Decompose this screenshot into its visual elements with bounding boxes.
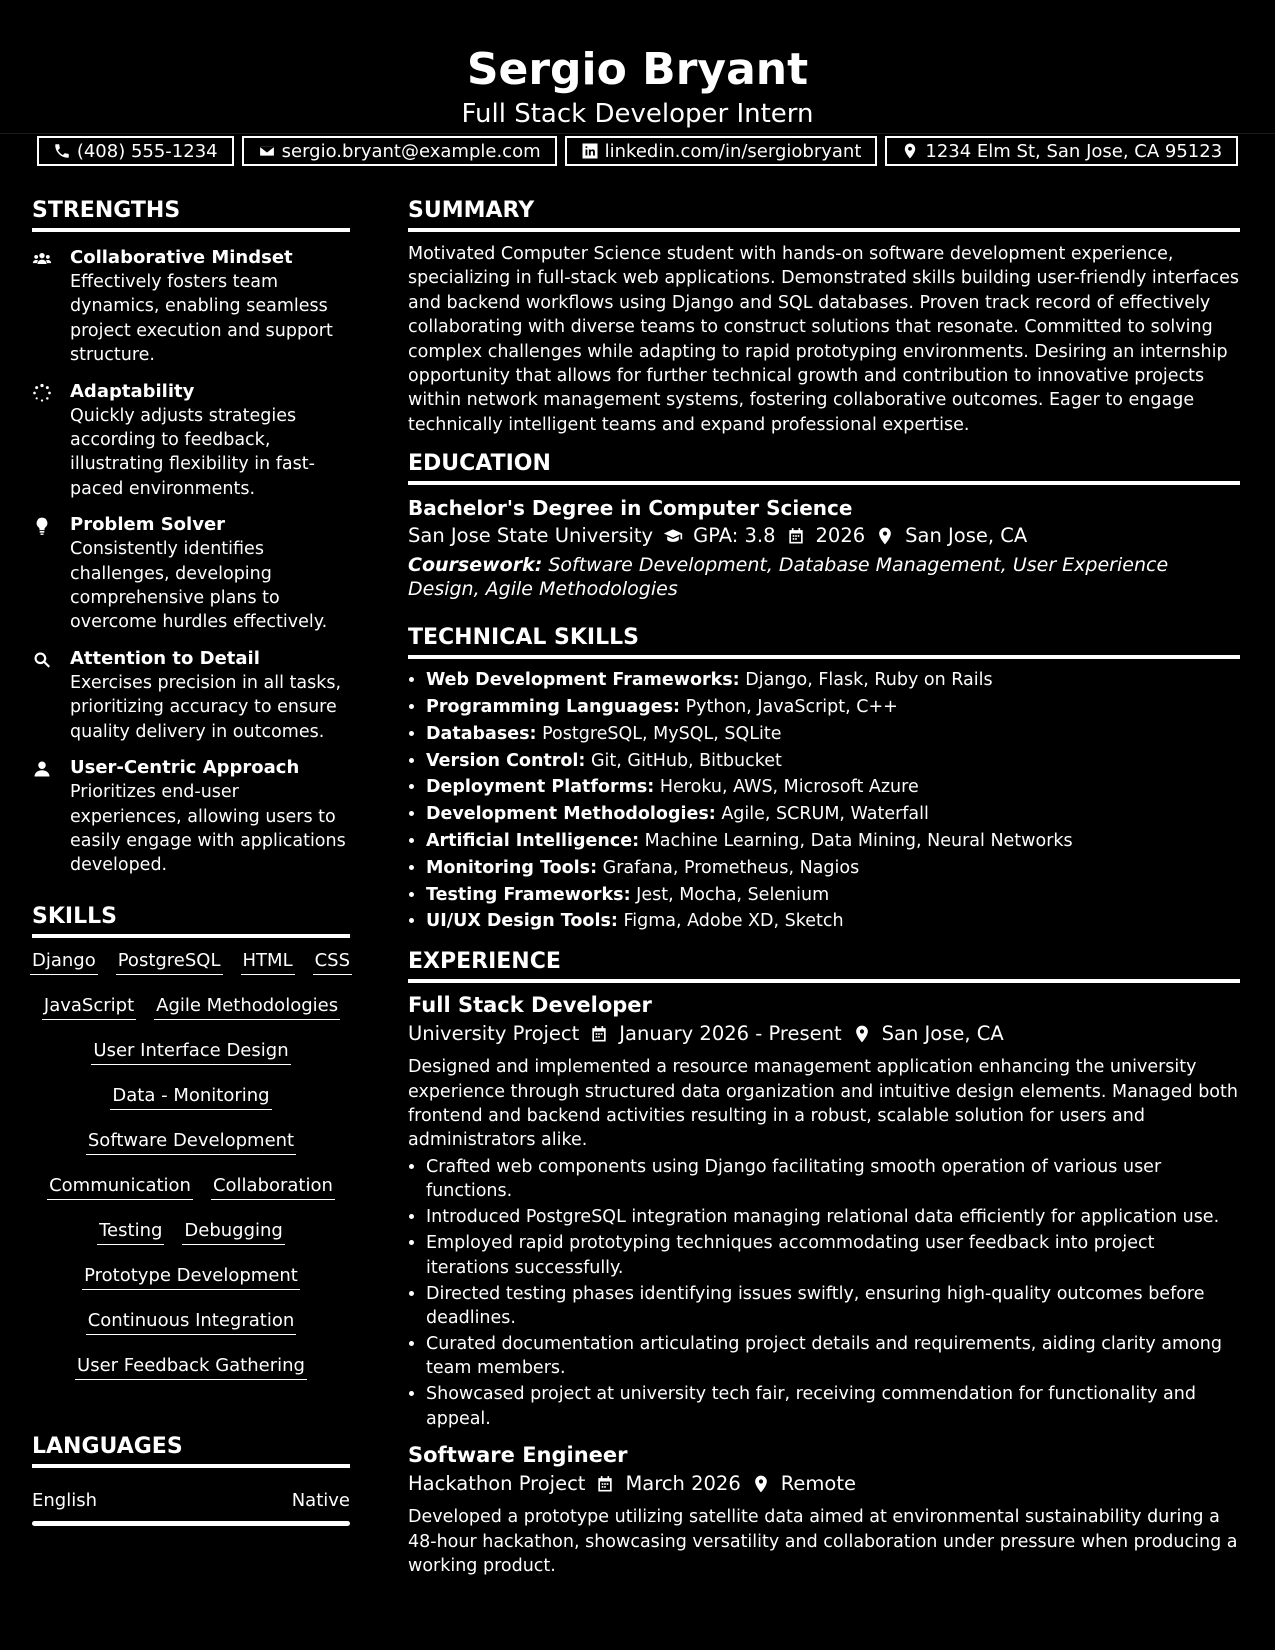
job-title: Software Engineer <box>408 1443 628 1468</box>
language-proficiency-bar <box>32 1521 350 1526</box>
job-description: Designed and implemented a resource management application enhancing the university experience through structured data organization and intuitive design elements. Managed both frontend and backend activities resulting in a robust, scalable solution for users and administrators alike. <box>408 1057 1238 1151</box>
job-org: Hackathon Project <box>408 1472 586 1496</box>
job-bullets <box>408 1155 1240 1431</box>
list-item <box>426 882 1240 909</box>
tech-skill-value: Git, GitHub, Bitbucket <box>591 750 782 771</box>
user-icon <box>32 759 52 779</box>
strength-title: Adaptability <box>70 380 195 402</box>
skill-tag: Communication <box>47 1173 193 1200</box>
spinner-icon <box>32 383 52 403</box>
skill-tag: Debugging <box>182 1218 284 1245</box>
envelope-icon <box>258 142 276 160</box>
contact-phone-text: (408) 555-1234 <box>76 140 218 162</box>
list-item: • Employed rapid prototyping techniques accommodating user feedback into project iterations successfully. <box>426 1231 1240 1280</box>
strengths-title: STRENGTHS <box>32 196 350 232</box>
skills-cloud <box>32 948 350 1398</box>
technical-skills-title: TECHNICAL SKILLS <box>408 623 1240 659</box>
tech-skill-value: Agile, SCRUM, Waterfall <box>721 804 929 825</box>
tech-skill-value: PostgreSQL, MySQL, SQLite <box>542 723 782 744</box>
list-item: • Showcased project at university tech fair, receiving commendation for functionality and appeal. <box>426 1382 1240 1431</box>
education-title: EDUCATION <box>408 449 1240 485</box>
contact-bar <box>0 136 1275 166</box>
skill-tag: Software Development <box>86 1128 296 1155</box>
list-item: • Introduced PostgreSQL integration managing relational data efficiently for application use. <box>426 1205 1240 1229</box>
list-item: • Curated documentation articulating project details and requirements, aiding clarity among team members. <box>426 1332 1240 1381</box>
summary-text: Motivated Computer Science student with hands-on software development experience, specializing in full-stack web applications. Demonstrated skills building user-friendly interfaces and backend workflows using Django and SQL databases. Proven track record of effectively collaborating with diverse teams to construct solutions that resonate. Committed to solving complex challenges while adapting to rapid prototyping environments. Desiring an internship opportunity that allows for further technical growth and contribution to innovative projects within network management systems, fostering collaborative outcomes. Eager to engage technically intelligent teams and expand professional expertise. <box>408 244 1240 435</box>
job-meta <box>408 1469 1240 1499</box>
left-column <box>32 196 350 1526</box>
list-item <box>426 774 1240 801</box>
language-name: English <box>32 1489 97 1511</box>
calendar-icon <box>589 1024 609 1044</box>
map-pin-icon <box>901 142 919 160</box>
list-item <box>426 694 1240 721</box>
experience-title: EXPERIENCE <box>408 947 1240 983</box>
search-icon <box>32 650 52 670</box>
tech-skill-label: Deployment Platforms: <box>426 777 655 798</box>
contact-address[interactable] <box>885 136 1238 166</box>
job-meta <box>408 1019 1240 1049</box>
users-icon <box>32 249 52 269</box>
job-date: January 2026 - Present <box>619 1022 842 1046</box>
job-location: San Jose, CA <box>881 1022 1004 1046</box>
list-item <box>426 801 1240 828</box>
contact-linkedin-text: linkedin.com/in/sergiobryant <box>604 140 862 162</box>
skills-title: SKILLS <box>32 902 350 938</box>
skill-tag: Prototype Development <box>82 1263 300 1290</box>
tech-skill-label: Version Control: <box>426 750 586 771</box>
job-title: Full Stack Developer <box>408 993 652 1018</box>
skill-tag: Collaboration <box>211 1173 335 1200</box>
strength-item <box>32 380 350 502</box>
phone-icon <box>53 142 71 160</box>
map-pin-icon <box>875 526 895 546</box>
contact-email[interactable] <box>242 136 557 166</box>
contact-email-text: sergio.bryant@example.com <box>281 140 541 162</box>
right-column <box>408 196 1240 1579</box>
skill-tag: CSS <box>313 948 352 975</box>
skill-tag: Data - Monitoring <box>110 1083 271 1110</box>
list-item <box>426 721 1240 748</box>
tech-skill-label: Web Development Frameworks: <box>426 670 740 691</box>
calendar-icon <box>595 1474 615 1494</box>
job-org: University Project <box>408 1022 580 1046</box>
list-item <box>426 748 1240 775</box>
strength-desc: Exercises precision in all tasks, prioritizing accuracy to ensure quality delivery in outcomes. <box>70 672 342 742</box>
list-item <box>426 908 1240 935</box>
skill-tag: JavaScript <box>42 993 136 1020</box>
lightbulb-icon <box>32 516 52 536</box>
calendar-icon <box>786 526 806 546</box>
skill-tag: User Interface Design <box>91 1038 290 1065</box>
tech-skill-label: Testing Frameworks: <box>426 884 631 905</box>
school-name: San Jose State University <box>408 524 654 548</box>
education-location: San Jose, CA <box>905 524 1028 548</box>
coursework-label: Coursework: <box>408 554 543 577</box>
list-item: • Directed testing phases identifying issues swiftly, ensuring high-quality outcomes before deadlines. <box>426 1282 1240 1331</box>
map-pin-icon <box>852 1024 872 1044</box>
tech-skill-value: Machine Learning, Data Mining, Neural Networks <box>644 831 1073 852</box>
tech-skill-value: Django, Flask, Ruby on Rails <box>745 670 993 691</box>
summary-title: SUMMARY <box>408 196 1240 232</box>
coursework-list: Software Development, Database Management, User Experience Design, Agile Methodologies <box>408 554 1169 601</box>
coursework <box>408 553 1240 601</box>
candidate-name: Sergio Bryant <box>466 44 809 95</box>
contact-phone[interactable] <box>37 136 234 166</box>
tech-skill-value: Grafana, Prometheus, Nagios <box>602 857 860 878</box>
skill-tag: PostgreSQL <box>116 948 223 975</box>
strength-desc: Effectively fosters team dynamics, enabling seamless project execution and support structure. <box>70 272 333 366</box>
tech-skill-label: Development Methodologies: <box>426 804 716 825</box>
skill-tag: Django <box>30 948 98 975</box>
job-date: March 2026 <box>625 1472 741 1496</box>
tech-skill-value: Figma, Adobe XD, Sketch <box>623 911 844 932</box>
strength-title: Attention to Detail <box>70 647 260 669</box>
candidate-role: Full Stack Developer Intern <box>461 99 814 129</box>
skill-tag: HTML <box>241 948 295 975</box>
tech-skill-value: Heroku, AWS, Microsoft Azure <box>659 777 919 798</box>
technical-skills-list <box>408 667 1240 935</box>
linkedin-icon <box>581 142 599 160</box>
strength-desc: Consistently identifies challenges, developing comprehensive plans to overcome hurdles effectively. <box>70 539 328 633</box>
skill-tag: User Feedback Gathering <box>75 1353 307 1380</box>
map-pin-icon <box>751 1474 771 1494</box>
list-item <box>426 855 1240 882</box>
tech-skill-value: Python, JavaScript, C++ <box>685 697 898 718</box>
skill-tag: Agile Methodologies <box>154 993 340 1020</box>
list-item <box>426 828 1240 855</box>
graduation-cap-icon <box>663 526 683 546</box>
tech-skill-label: Artificial Intelligence: <box>426 831 640 852</box>
skill-tag: Continuous Integration <box>86 1308 297 1335</box>
tech-skill-label: UI/UX Design Tools: <box>426 911 618 932</box>
contact-address-text: 1234 Elm St, San Jose, CA 95123 <box>925 140 1223 162</box>
list-item: • Crafted web components using Django facilitating smooth operation of various user functions. <box>426 1155 1240 1204</box>
strength-title: User-Centric Approach <box>70 757 300 779</box>
tech-skill-value: Jest, Mocha, Selenium <box>636 884 830 905</box>
strength-title: Collaborative Mindset <box>70 247 293 268</box>
contact-linkedin[interactable] <box>565 136 878 166</box>
languages-title: LANGUAGES <box>32 1432 350 1468</box>
strength-item <box>32 513 350 635</box>
tech-skill-label: Monitoring Tools: <box>426 857 598 878</box>
strength-title: Problem Solver <box>70 514 226 536</box>
gpa: GPA: 3.8 <box>693 524 776 548</box>
graduation-year: 2026 <box>815 524 866 548</box>
degree-title: Bachelor's Degree in Computer Science <box>408 496 853 521</box>
education-meta <box>408 521 1240 551</box>
skill-tag: Testing <box>97 1218 164 1245</box>
tech-skill-label: Programming Languages: <box>426 697 681 718</box>
tech-skill-label: Databases: <box>426 723 537 744</box>
strength-desc: Quickly adjusts strategies according to feedback, illustrating flexibility in fast-paced environments. <box>70 405 315 499</box>
list-item <box>426 667 1240 694</box>
language-item <box>32 1490 350 1511</box>
strength-desc: Prioritizes end-user experiences, allowing users to easily engage with applications developed. <box>70 782 346 876</box>
resume-header <box>0 0 1275 162</box>
job-location: Remote <box>780 1472 856 1496</box>
strength-item <box>32 647 350 744</box>
strength-item <box>32 756 350 878</box>
job-description: Developed a prototype utilizing satellite data aimed at environmental sustainability during a 48-hour hackathon, showcasing versatility and collaboration under pressure when producing a working product. <box>408 1507 1238 1577</box>
strength-item <box>32 246 350 368</box>
language-level: Native <box>291 1489 350 1511</box>
